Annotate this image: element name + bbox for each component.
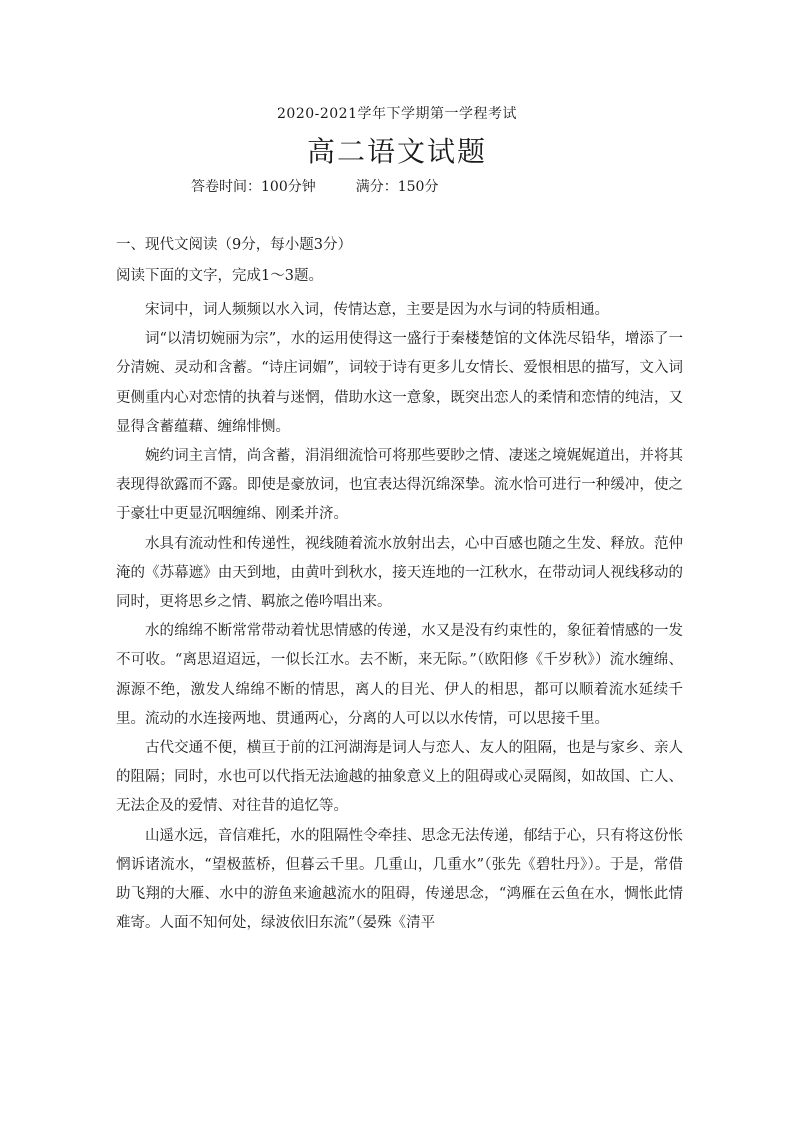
passage-paragraph: 古代交通不便，横亘于前的江河湖海是词人与恋人、友人的阻隔，也是与家乡、亲人的阻隔；同时，水也可以代指无法逾越的抽象意义上的阻碍或心灵隔阂，如故国、亡人、无法企及的爱情、对往昔的追忆等。 — [116, 740, 683, 815]
passage-paragraph: 山遥水远，音信难托，水的阻隔性令牵挂、思念无法传递，郁结于心，只有将这份怅惘诉诸流水，“望极蓝桥，但暮云千里。几重山，几重水”（张先《碧牡丹》）。于是，常借助飞翔的大雁、水中的游鱼来逾越流水的阻碍，传递思念，“鸿雁在云鱼在水，惆怅此情难寄。人面不知何处，绿波依旧东流”（晏殊《清平 — [116, 827, 683, 932]
passage-paragraph: 水的绵绵不断常常带动着忧思情感的传递，水又是没有约束性的，象征着情感的一发不可收。“离思迢迢远，一似长江水。去不断，来无际。”（欧阳修《千岁秋》）流水缠绵、源源不绝，激发人绵绵不断的情思，离人的目光、伊人的相思，都可以顺着流水延续千里。流动的水连接两地、贯通两心，分离的人可以以水传情，可以思接千里。 — [116, 623, 683, 727]
passage-paragraph: 水具有流动性和传递性，视线随着流水放射出去，心中百感也随之生发、释放。范仲淹的《苏幕遮》由天到地，由黄叶到秋水，接天连地的一江秋水，在带动词人视线移动的同时，更将思乡之情、羁旅之倦吟唱出来。 — [116, 535, 683, 611]
passage-paragraph: 宋词中，词人频频以水入词，传情达意，主要是因为水与词的特质相通。 — [145, 302, 609, 318]
passage-paragraph: 婉约词主言情，尚含蓄，涓涓细流恰可将那些要眇之情、凄迷之境娓娓道出，并将其表现得欲露而不露。即使是豪放词，也宜表达得沉绵深挚。流水恰可进行一种缓冲，使之于豪壮中更显沉咽缠绵、刚柔并济。 — [116, 448, 683, 523]
passage-paragraph: 词“以清切婉丽为宗”，水的运用使得这一盛行于秦楼楚馆的文体洗尽铅华，增添了一分清婉、灵动和含蓄。“诗庄词媚”，词较于诗有更多儿女情长、爱恨相思的描写，文入词更侧重内心对恋情的执着与迷惘，借助水这一意象，既突出恋人的柔情和恋情的纯洁，又显得含蓄蕴藉、缠绵悱恻。 — [116, 331, 683, 435]
passage-body — [116, 296, 683, 938]
exam-full-score: 满分：150分 — [355, 179, 439, 195]
page-title: 高二语文试题 — [306, 135, 487, 168]
exam-info — [191, 176, 438, 196]
exam-subtitle: 2020-2021学年下学期第一学程考试 — [277, 106, 517, 122]
section-heading: 一、现代文阅读（9分，每小题3分） — [116, 237, 352, 253]
reading-instruction: 阅读下面的文字，完成1～3题。 — [116, 268, 323, 284]
exam-time: 答卷时间：100分钟 — [191, 179, 316, 195]
